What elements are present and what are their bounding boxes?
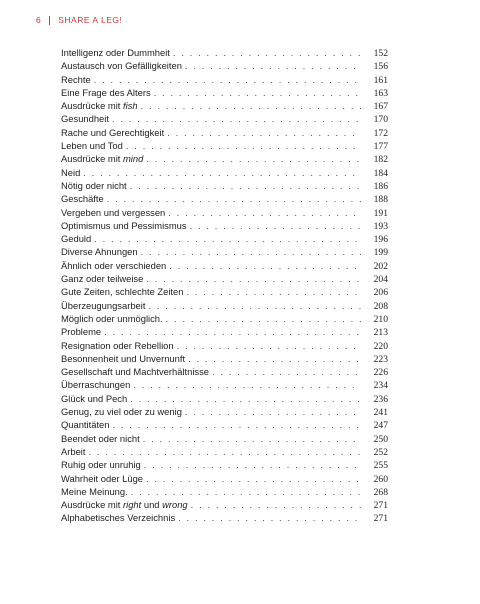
- toc-entry: [61, 86, 388, 99]
- running-header: [36, 14, 122, 26]
- toc-entry: [61, 46, 388, 59]
- toc-entry-title: [61, 498, 188, 511]
- dot-leader: [146, 472, 361, 485]
- dot-leader: [169, 259, 361, 272]
- toc-entry-page: 260: [373, 473, 388, 485]
- toc-entry: [61, 99, 388, 112]
- toc-entry-title: Intelligenz oder Dummheit: [61, 47, 170, 58]
- dot-leader: [94, 232, 361, 245]
- toc-entry-page: 188: [373, 194, 388, 206]
- toc-entry: [61, 498, 388, 511]
- toc-entry-title: Diverse Ahnungen: [61, 246, 138, 258]
- dot-leader: [143, 432, 361, 445]
- toc-entry-page: 250: [373, 433, 388, 445]
- toc-entry: [61, 73, 388, 86]
- toc-entry-page: 252: [373, 446, 388, 458]
- toc-entry-page: 204: [373, 274, 388, 286]
- toc-entry: [61, 59, 388, 72]
- dot-leader: [166, 312, 361, 325]
- dot-leader: [177, 339, 361, 352]
- toc-entry-title: Gesundheit: [61, 113, 109, 125]
- toc-entry-title: Rechte: [61, 73, 91, 85]
- toc-entry-emphasis: right: [123, 499, 142, 511]
- toc-entry-page: 236: [373, 393, 388, 405]
- toc-entry-title: [61, 152, 143, 165]
- dot-leader: [133, 378, 361, 391]
- toc-entry-title: Resignation oder Rebellion: [61, 339, 174, 351]
- toc-entry-page: 152: [373, 48, 388, 59]
- toc-entry-page: 191: [373, 207, 388, 219]
- toc-entry-title: Beendet oder nicht: [61, 432, 140, 444]
- toc-entry-title: Meine Meinung.: [61, 485, 128, 497]
- toc-entry-page: 199: [373, 247, 388, 259]
- toc-entry: [61, 511, 388, 524]
- toc-entry-title: Möglich oder unmöglich.: [61, 312, 163, 324]
- toc-entry-page: 226: [373, 367, 388, 379]
- dot-leader: [148, 299, 361, 312]
- toc-entry-text: Ausdrücke mit: [61, 499, 123, 511]
- toc-entry-page: 182: [373, 154, 388, 166]
- toc-entry: [61, 352, 388, 365]
- toc-entry-page: 163: [373, 87, 388, 99]
- toc-entry-page: 241: [373, 407, 388, 419]
- dot-leader: [112, 112, 361, 125]
- toc-entry: [61, 192, 388, 205]
- toc-entry-page: 234: [373, 380, 388, 392]
- toc-entry-page: 156: [373, 61, 388, 73]
- toc-entry-page: 170: [373, 114, 388, 126]
- dot-leader: [178, 511, 361, 524]
- toc-entry-page: 186: [373, 180, 388, 192]
- dot-leader: [83, 166, 361, 179]
- toc-entry: [61, 219, 388, 232]
- toc-entry: [61, 166, 388, 179]
- toc-entry-title: Genug, zu viel oder zu wenig: [61, 406, 182, 418]
- toc-entry-page: 193: [373, 220, 388, 232]
- toc-entry: [61, 325, 388, 338]
- toc-entry-page: 223: [373, 353, 388, 365]
- dot-leader: [141, 99, 361, 112]
- toc-entry: [61, 285, 388, 298]
- toc-entry-page: 167: [373, 101, 388, 113]
- toc-entry-page: 177: [373, 141, 388, 153]
- dot-leader: [130, 179, 361, 192]
- toc-entry-title: Quantitäten: [61, 419, 110, 431]
- dot-leader: [191, 498, 361, 511]
- dot-leader: [186, 285, 361, 298]
- toc-entry: [61, 112, 388, 125]
- toc-entry-title: Besonnenheit und Unvernunft: [61, 352, 186, 364]
- dot-leader: [190, 219, 361, 232]
- header-divider: [49, 16, 50, 25]
- toc-entry-title: Probleme: [61, 326, 102, 338]
- toc-entry-title: Ähnlich oder verschieden: [61, 259, 167, 271]
- toc-entry-text: Ausdrücke mit: [61, 153, 123, 165]
- toc-entry: [61, 206, 388, 219]
- toc-entry-emphasis: mind: [123, 153, 144, 165]
- dot-leader: [146, 152, 361, 165]
- dot-leader: [112, 418, 361, 431]
- toc-entry-page: 172: [373, 127, 388, 139]
- toc-entry: [61, 259, 388, 272]
- toc-entry-page: 208: [373, 300, 388, 312]
- toc-entry: [61, 312, 388, 325]
- dot-leader: [130, 392, 361, 405]
- toc-entry: [61, 126, 388, 139]
- toc-entry: [61, 432, 388, 445]
- dot-leader: [107, 192, 361, 205]
- toc-entry: [61, 378, 388, 391]
- dot-leader: [146, 272, 361, 285]
- toc-entry: [61, 245, 388, 258]
- dot-leader: [167, 126, 361, 139]
- toc-entry-title: Ganz oder teilweise: [61, 273, 144, 285]
- toc-entry-title: Gesellschaft und Machtverhältnisse: [61, 366, 209, 378]
- dot-leader: [212, 365, 361, 378]
- toc-entry: [61, 445, 388, 458]
- toc-entry-page: 247: [373, 420, 388, 432]
- toc-entry-title: Leben und Tod: [61, 140, 123, 152]
- toc-entry: [61, 418, 388, 431]
- dot-leader: [94, 73, 361, 86]
- toc-entry-text: und: [141, 499, 163, 511]
- dot-leader: [188, 352, 361, 365]
- toc-entry-page: 161: [373, 74, 388, 86]
- toc-entry-page: 255: [373, 460, 388, 472]
- toc-entry-title: Alphabetisches Verzeichnis: [61, 512, 176, 524]
- toc-entry-page: 271: [373, 500, 388, 512]
- table-of-contents: [61, 46, 388, 525]
- dot-leader: [126, 139, 361, 152]
- page-number: 6: [36, 15, 42, 25]
- toc-entry-page: 196: [373, 234, 388, 246]
- toc-entry-title: Wahrheit oder Lüge: [61, 472, 143, 484]
- toc-entry-page: 220: [373, 340, 388, 352]
- toc-entry-page: 268: [373, 486, 388, 498]
- dot-leader: [154, 86, 361, 99]
- dot-leader: [173, 46, 361, 59]
- toc-entry-emphasis: fish: [123, 100, 138, 112]
- toc-entry: [61, 339, 388, 352]
- toc-entry-title: Geschäfte: [61, 193, 104, 205]
- toc-entry: [61, 472, 388, 485]
- toc-entry-title: Optimismus und Pessimismus: [61, 219, 187, 231]
- toc-entry-title: Neid: [61, 166, 81, 178]
- toc-entry: [61, 405, 388, 418]
- dot-leader: [89, 445, 362, 458]
- toc-entry-title: Ruhig oder unruhig: [61, 459, 141, 471]
- toc-entry-title: Gute Zeiten, schlechte Zeiten: [61, 286, 184, 298]
- toc-entry: [61, 272, 388, 285]
- toc-entry-page: 202: [373, 260, 388, 272]
- toc-entry: [61, 485, 388, 498]
- toc-entry-page: 210: [373, 313, 388, 325]
- toc-entry: [61, 458, 388, 471]
- dot-leader: [131, 485, 361, 498]
- toc-entry-page: 271: [373, 513, 388, 525]
- toc-entry: [61, 179, 388, 192]
- toc-entry-title: Austausch von Gefälligkeiten: [61, 60, 182, 72]
- toc-entry-page: 184: [373, 167, 388, 179]
- toc-entry-title: Arbeit: [61, 445, 86, 457]
- toc-entry-title: Nötig oder nicht: [61, 179, 127, 191]
- toc-entry: [61, 139, 388, 152]
- toc-entry-title: Eine Frage des Alters: [61, 86, 151, 98]
- toc-entry-page: 213: [373, 327, 388, 339]
- running-title: SHARE A LEG!: [58, 15, 123, 25]
- dot-leader: [185, 59, 361, 72]
- toc-entry-title: [61, 99, 138, 112]
- toc-entry-title: Glück und Pech: [61, 392, 128, 404]
- toc-entry: [61, 232, 388, 245]
- toc-entry: [61, 299, 388, 312]
- dot-leader: [144, 458, 361, 471]
- toc-entry-emphasis: wrong: [162, 499, 188, 511]
- toc-entry-page: 206: [373, 287, 388, 299]
- toc-entry: [61, 365, 388, 378]
- dot-leader: [141, 245, 361, 258]
- toc-entry-title: Geduld: [61, 233, 92, 245]
- toc-entry-title: Rache und Gerechtigkeit: [61, 126, 165, 138]
- dot-leader: [168, 206, 361, 219]
- toc-entry-title: Überzeugungsarbeit: [61, 299, 146, 311]
- dot-leader: [104, 325, 361, 338]
- toc-entry: [61, 152, 388, 165]
- toc-entry: [61, 392, 388, 405]
- toc-entry-title: Überraschungen: [61, 379, 131, 391]
- toc-entry-title: Vergeben und vergessen: [61, 206, 166, 218]
- toc-entry-text: Ausdrücke mit: [61, 100, 123, 112]
- dot-leader: [185, 405, 361, 418]
